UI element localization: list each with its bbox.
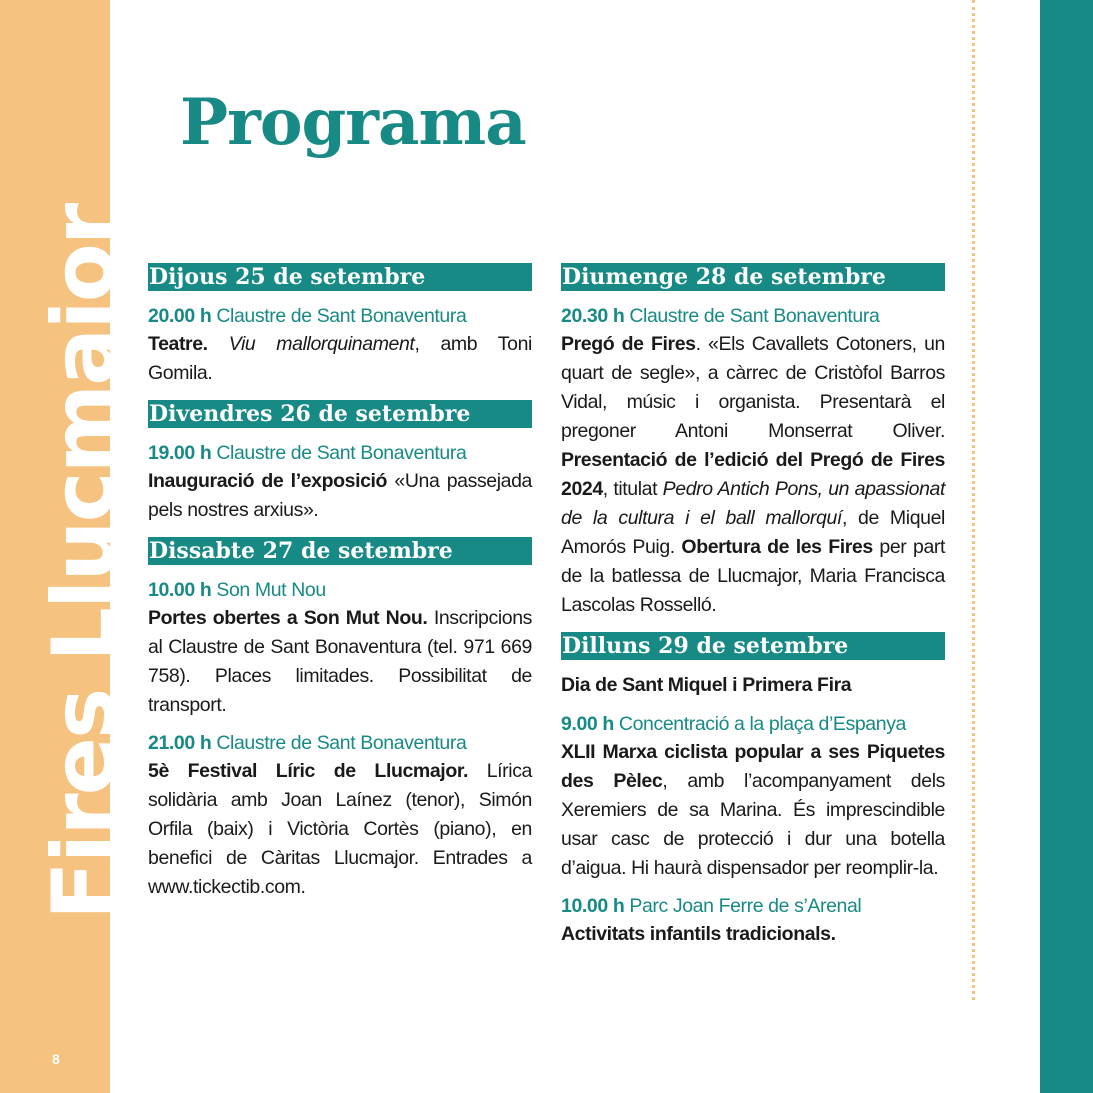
day-subtitle: Dia de Sant Miquel i Primera Fira — [561, 674, 852, 696]
event-item — [561, 893, 945, 949]
event-time-place — [148, 440, 532, 467]
event-subtitle: Obertura de les Fires — [681, 536, 873, 558]
event-text: , de Miquel Amorós Puig. — [561, 507, 945, 558]
vertical-brand-title: Fires Llucmajor — [34, 204, 134, 920]
event-time-place — [148, 730, 532, 757]
event-time: 9.00 h — [561, 713, 614, 735]
event-time: 10.00 h — [148, 579, 212, 601]
event-text: , amb l’acompanyament dels Xeremiers de sa Marina. És imprescindible usar casc de protecció i dur una botella d’aigua. Hi haurà dispensador per reomplir-la. — [561, 770, 945, 879]
event-title: XLII Marxa ciclista popular a ses Piquetes des Pèlec — [561, 741, 945, 792]
event-description — [148, 604, 532, 720]
event-text: , titulat — [602, 478, 663, 500]
event-title: 5è Festival Líric de Llucmajor. — [148, 760, 468, 782]
event-item — [148, 730, 532, 902]
event-place: Concentració a la plaça d’Espanya — [618, 713, 906, 735]
event-place: Parc Joan Ferre de s’Arenal — [629, 895, 862, 917]
event-text: per part de la batlessa de Llucmajor, Maria Francisca Lascolas Rosselló. — [561, 536, 945, 616]
page-title: Programa — [180, 85, 526, 160]
day-heading-friday: Divendres 26 de setembre — [148, 400, 532, 428]
event-description — [561, 738, 945, 883]
event-item — [148, 577, 532, 720]
right-color-band — [1040, 0, 1093, 1093]
event-place: Claustre de Sant Bonaventura — [629, 305, 880, 327]
day-heading-sunday: Diumenge 28 de setembre — [561, 263, 945, 291]
event-text: , amb Toni Gomila. — [148, 333, 532, 384]
event-text: Lírica solidària amb Joan Laínez (tenor), Simón Orfila (baix) i Victòria Cortès (piano), en benefici de Càritas Llucmajor. Entrades a www.tickectib.com. — [148, 760, 532, 898]
event-description — [561, 920, 945, 949]
event-description — [148, 330, 532, 388]
event-subtitle: Presentació de l’edició del Pregó de Fires 2024 — [561, 449, 945, 500]
event-description — [561, 330, 945, 620]
event-time-place — [148, 303, 532, 330]
event-time-place — [561, 893, 945, 920]
event-time: 20.00 h — [148, 305, 212, 327]
event-time: 10.00 h — [561, 895, 625, 917]
dotted-divider — [972, 0, 975, 1000]
event-text: «Una passejada pels nostres arxius». — [148, 470, 533, 521]
event-item — [148, 303, 532, 388]
event-work-title: Pedro Antich Pons, un apassionat de la cultura i el ball mallorquí — [561, 478, 945, 529]
event-place: Claustre de Sant Bonaventura — [216, 305, 467, 327]
day-heading-saturday: Dissabte 27 de setembre — [148, 537, 532, 565]
event-item — [561, 711, 945, 883]
event-time-place — [148, 577, 532, 604]
event-text: . «Els Cavallets Cotoners, un quart de segle», a càrrec de Cristòfol Barros Vidal, músic i organista. Presentarà el pregoner Antoni Monserrat Oliver. — [561, 333, 945, 442]
page-number: 8 — [52, 1051, 60, 1067]
event-title: Portes obertes a Son Mut Nou. — [148, 607, 428, 629]
event-place: Claustre de Sant Bonaventura — [216, 442, 467, 464]
event-text: Inscripcions al Claustre de Sant Bonaventura (tel. 971 669 758). Places limitades. Possibilitat de transport. — [148, 607, 532, 716]
event-title: Activitats infantils tradicionals. — [561, 923, 836, 945]
event-time-place — [561, 303, 945, 330]
day-heading-monday: Dilluns 29 de setembre — [561, 632, 945, 660]
event-time: 20.30 h — [561, 305, 625, 327]
event-description — [148, 757, 532, 902]
event-time: 21.00 h — [148, 732, 212, 754]
event-description — [148, 467, 532, 525]
event-title: Teatre. — [148, 333, 208, 355]
event-title: Pregó de Fires — [561, 333, 696, 355]
event-item — [148, 440, 532, 525]
event-time: 19.00 h — [148, 442, 212, 464]
event-title: Inauguració de l’exposició — [148, 470, 388, 492]
event-place: Claustre de Sant Bonaventura — [216, 732, 467, 754]
event-work-title: Viu mallorquinament — [228, 333, 415, 355]
day-heading-thursday: Dijous 25 de setembre — [148, 263, 532, 291]
program-column-left — [148, 263, 532, 902]
event-item — [561, 303, 945, 620]
event-time-place — [561, 711, 945, 738]
event-place: Son Mut Nou — [216, 579, 326, 601]
program-column-right — [561, 263, 945, 949]
